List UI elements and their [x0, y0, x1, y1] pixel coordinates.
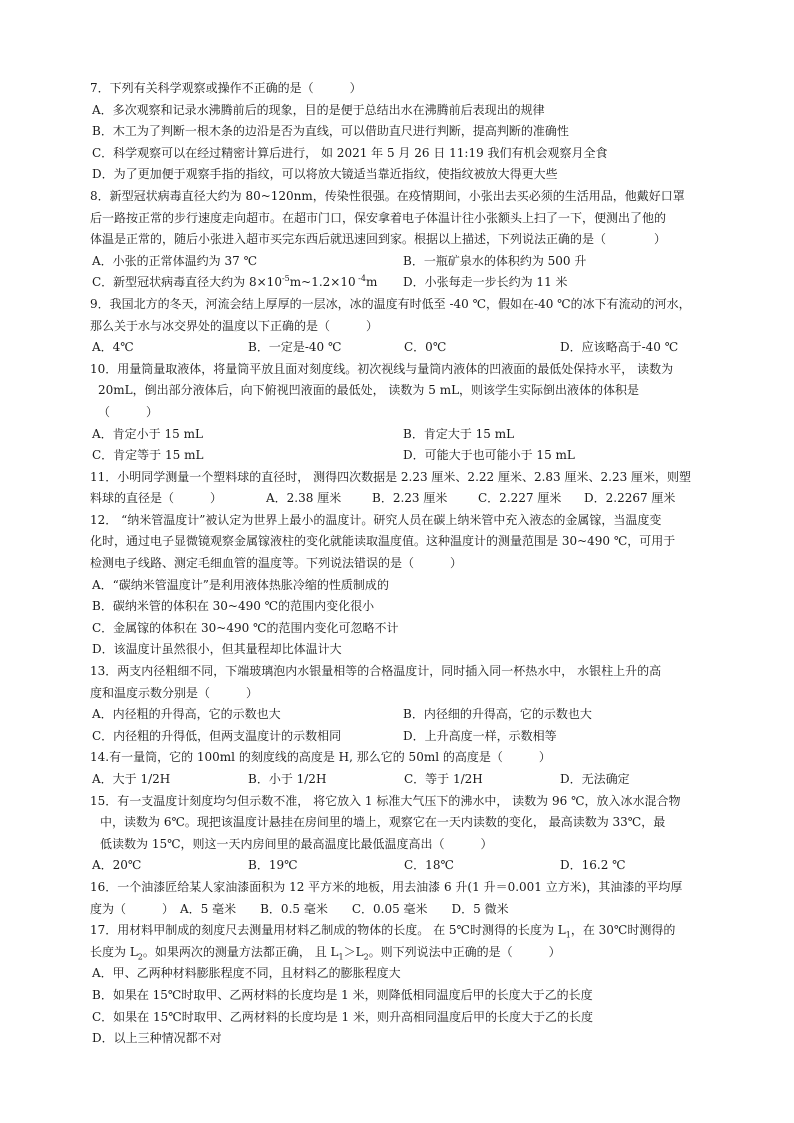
question-11-option-a: A．2.38 厘米	[266, 491, 342, 506]
question-9-option-c: C．0℃	[404, 340, 447, 355]
question-8-option-d: D．小张每走一步长约为 11 米	[403, 275, 568, 290]
question-10-options-ab	[90, 424, 724, 446]
question-17-stem-line2: 长度为 $L_2$。如果两次的测量方法都正确， 且 $L_1>L_2$。则下列说法中正确的是（ ）	[90, 944, 561, 962]
question-17-option-a: A．甲、乙两种材料膨胀程度不同，且材料乙的膨胀程度大	[92, 966, 401, 981]
question-9-stem-line1: 9．我国北方的冬天，河流会结上厚厚的一层冰，冰的温度有时低至 -40 ℃，假如在-40 ℃的冰下有流动的河水，	[90, 296, 691, 311]
question-17-option-d: D．以上三种情况都不对	[92, 1031, 222, 1046]
question-10-option-d: D．可能大于也可能小于 15 mL	[403, 448, 575, 463]
question-11-option-c: C．2.227 厘米	[478, 491, 562, 506]
question-11-stem-line1: 11．小明同学测量一个塑料球的直径时， 测得四次数据是 2.23 厘米、2.22 厘米、2.83 厘米、2.23 厘米，则塑	[90, 469, 692, 484]
question-8-option-b: B．一瓶矿泉水的体积约为 500 升	[403, 253, 587, 268]
question-10-option-a: A．肯定小于 15 mL	[92, 426, 203, 441]
question-14-stem: 14.有一量筒，它的 100ml 的刻度线的高度是 H, 那么它的 50ml 的高度是（ ）	[90, 750, 551, 765]
question-8-stem-line1: 8．新型冠状病毒直径大约为 80~120nm，传染性很强。在疫情期间，小张出去买必须的生活用品，他戴好口罩	[90, 188, 685, 203]
question-13-option-d: D．上升高度一样，示数相等	[403, 728, 557, 743]
question-15-stem-line3: 低读数为 15℃，则这一天内房间里的最高温度比最低温度高出（ ）	[100, 836, 493, 851]
question-14-option-d: D．无法确定	[560, 772, 630, 786]
question-9-option-b: B．一定是-40 ℃	[248, 340, 342, 355]
question-12-stem-line2: 化时，通过电子显微镜观察金属镓液柱的变化就能读取温度值。这种温度计的测量范围是 30~490 ℃，可用于	[90, 534, 676, 549]
question-11-option-d: D．2.2267 厘米	[584, 491, 676, 506]
question-15-stem-line2: 中，读数为 6℃。现把该温度计悬挂在房间里的墙上，观察它在一天内读数的变化， 最高读数为 33℃，最	[100, 815, 666, 830]
question-10-stem-line1: 10．用量筒量取液体，将量筒平放且面对刻度线。初次视线与量筒内液体的凹液面的最低处保持水平， 读数为	[90, 361, 674, 376]
question-12-option-a: A．“碳纳米管温度计”是利用液体热胀冷缩的性质制成的	[92, 577, 389, 592]
question-9-stem-line2: 那么关于水与冰交界处的温度以下正确的是（ ）	[90, 318, 379, 333]
question-7-option-d: D．为了更加便于观察手指的指纹，可以将放大镜适当靠近指纹，使指纹被放大得更大些	[92, 167, 558, 182]
question-13-option-b: B．内径细的升得高，它的示数也大	[403, 707, 592, 722]
question-13-option-a: A．内径粗的升得高，它的示数也大	[92, 707, 281, 722]
question-15-options	[90, 855, 724, 877]
question-9-option-a: A．4℃	[92, 340, 134, 355]
question-10-stem-line2: 20mL，倒出部分液体后，向下俯视凹液面的最低处， 读数为 5 mL，则该学生实际倒出液体的体积是	[98, 383, 640, 398]
question-7-stem: 7．下列有关科学观察或操作不正确的是（ ）	[90, 81, 362, 95]
question-13-options-cd	[90, 726, 724, 748]
question-11-stem-line2-text: 料球的直径是（ ）	[90, 491, 223, 506]
question-17-option-c: C．如果在 15℃时取甲、乙两材料的长度均是 1 米，则升高相同温度后甲的长度大于乙的长度	[92, 1009, 593, 1024]
question-13-stem-line1: 13．两支内径粗细不同，下端玻璃泡内水银量相等的合格温度计，同时插入同一杯热水中， 水银柱上升的高	[90, 664, 662, 679]
question-10-option-b: B．肯定大于 15 mL	[403, 426, 515, 441]
question-7-option-b: B．木工为了判断一根木条的边沿是否为直线，可以借助直尺进行判断，提高判断的准确性	[92, 124, 569, 139]
question-7-option-a: A．多次观察和记录水沸腾前后的现象，目的是便于总结出水在沸腾前后表现出的规律	[92, 102, 545, 117]
question-15-option-b: B．19℃	[248, 858, 298, 873]
question-10-stem-line3: （ ）	[98, 404, 159, 419]
question-8-stem-line2: 后一路按正常的步行速度走向超市。在超市门口，保安拿着电子体温计往小张额头上扫了一下，便测出了他的	[90, 210, 667, 225]
question-15-option-d: D．16.2 ℃	[560, 858, 626, 873]
question-13-options-ab	[90, 704, 724, 726]
question-12-stem-line1: 12． “纳米管温度计”被认定为世界上最小的温度计。研究人员在碳上纳米管中充入液态的金属镓，当温度变	[90, 512, 662, 527]
question-16-stem-line1: 16．一个油漆匠给某人家油漆面积为 12 平方米的地板，用去油漆 6 升(1 升＝0.001 立方米)，其油漆的平均厚	[90, 879, 683, 894]
question-13-option-c: C．内径粗的升得低，但两支温度计的示数相同	[92, 728, 342, 743]
question-14-option-c: C．等于 1/2H	[404, 772, 483, 786]
question-17-option-b: B．如果在 15℃时取甲、乙两材料的长度均是 1 米，则降低相同温度后甲的长度大于乙的长度	[92, 987, 593, 1002]
question-15-option-a: A．20℃	[92, 858, 142, 873]
question-8-options-ab	[90, 251, 724, 273]
question-12-option-b: B．碳纳米管的体积在 30~490 ℃的范围内变化很小	[92, 599, 375, 614]
question-14-option-a: A．大于 1/2H	[92, 772, 171, 786]
question-16-stem-line2: 度为（ ） A．5 毫米 B．0.5 毫米 C．0.05 毫米 D．5 微米	[90, 901, 509, 916]
question-10-options-cd	[90, 445, 724, 467]
question-14-options	[90, 769, 724, 791]
question-17-stem-line1: 17．用材料甲制成的刻度尺去测量用材料乙制成的物体的长度。 在 5℃时测得的长度为 $L_1$，在 30℃时测得的	[90, 923, 676, 940]
question-8-option-a: A．小张的正常体温约为 37 ℃	[92, 253, 257, 268]
question-8-stem-line3: 体温是正常的，随后小张进入超市买完东西后就迅速回到家。根据以上描述，下列说法正确的是（ ）	[90, 232, 667, 247]
question-11-option-b: B．2.23 厘米	[372, 491, 448, 506]
question-12-option-c: C．金属镓的体积在 30~490 ℃的范围内变化可忽略不计	[92, 620, 399, 635]
question-7-option-c: C．科学观察可以在经过精密计算后进行， 如 2021 年 5 月 26 日 11:19 我们有机会观察月全食	[92, 145, 608, 160]
question-11-stem-line2	[90, 488, 724, 510]
question-13-stem-line2: 度和温度示数分别是（ ）	[90, 685, 259, 700]
question-8-options-cd	[90, 272, 724, 294]
question-12-option-d: D．该温度计虽然很小，但其量程却比体温计大	[92, 642, 342, 657]
question-9-option-d: D．应该略高于-40 ℃	[560, 340, 679, 355]
question-10-option-c: C．肯定等于 15 mL	[92, 448, 204, 463]
question-15-stem-line1: 15．有一支温度计刻度均匀但示数不准， 将它放入 1 标准大气压下的沸水中， 读数为 96 ℃，放入冰水混合物	[90, 793, 681, 808]
question-9-options	[90, 337, 724, 359]
question-15-option-c: C．18℃	[404, 858, 454, 873]
question-8-option-c: C．新型冠状病毒直径大约为 $8\times 10^{-5}m\sim 1.2\times 10$ $^{-4}$m	[92, 274, 378, 290]
question-14-option-b: B．小于 1/2H	[248, 772, 327, 786]
question-12-stem-line3: 检测电子线路、测定毛细血管的温度等。下列说法错误的是（ ）	[90, 556, 463, 571]
